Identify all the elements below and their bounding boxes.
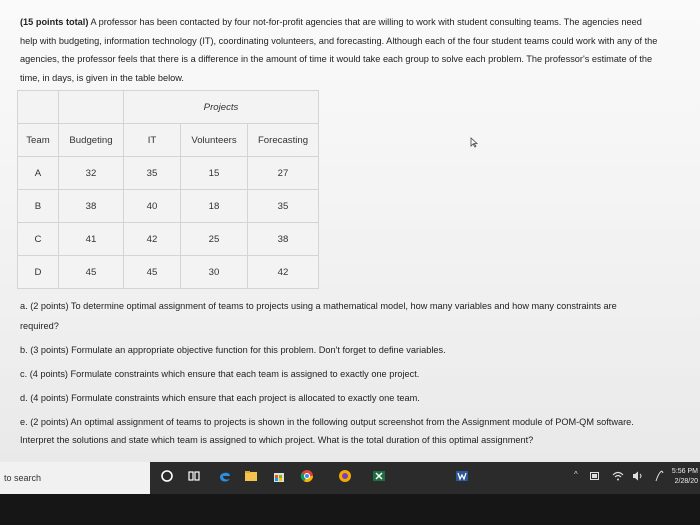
value-cell: 18 (181, 190, 248, 223)
store-icon[interactable] (272, 469, 286, 483)
file-explorer-icon[interactable] (244, 469, 258, 483)
value-cell: 35 (248, 190, 319, 223)
taskbar-search-box[interactable] (0, 462, 150, 494)
app-icon[interactable] (338, 469, 352, 483)
table-row (18, 157, 390, 190)
problem-line-4: time, in days, is given in the table below. (20, 72, 184, 83)
cortana-icon[interactable] (160, 469, 174, 483)
question-d: d. (4 points) Formulate constraints which ensure that each project is allocated to exactly one team. (20, 393, 420, 403)
wifi-icon[interactable] (612, 471, 624, 481)
question-c: c. (4 points) Formulate constraints which ensure that each team is assigned to exactly one project. (20, 369, 420, 379)
value-cell: 30 (181, 256, 248, 289)
team-cell: C (18, 223, 59, 256)
time-table (17, 90, 390, 289)
problem-line-2: help with budgeting, information technology (IT), coordinating volunteers, and forecasting. Although each of the four student teams could work with any of the (20, 35, 658, 46)
value-cell: 42 (124, 223, 181, 256)
column-header: Budgeting (59, 124, 124, 157)
system-clock[interactable] (672, 467, 698, 487)
question-e-line-1: e. (2 points) An optimal assignment of teams to projects is shown in the following output screenshot from the Assignment module of POM-QM software. (20, 417, 634, 427)
team-cell: B (18, 190, 59, 223)
search-text: to search (4, 473, 42, 483)
table-row (18, 190, 390, 223)
chrome-icon[interactable] (300, 469, 314, 483)
problem-line-3: agencies, the professor feels that there is a difference in the amount of time it would take each group to solve each problem. The professor's estimate of the (20, 54, 653, 64)
problem-line-1: A professor has been contacted by four not-for-profit agencies that are willing to work with student consulting teams. The agencies need (88, 17, 642, 27)
clock-time: 5:56 PM (671, 468, 698, 475)
problem-statement (20, 13, 690, 87)
volume-icon[interactable] (632, 471, 644, 481)
excel-icon[interactable] (372, 469, 386, 483)
table-header-row (18, 124, 390, 157)
column-header: Forecasting (248, 124, 319, 157)
taskbar (0, 462, 700, 494)
task-view-icon[interactable] (187, 469, 201, 483)
projects-header: Projects (124, 91, 319, 124)
points-total: (15 points total) (20, 17, 89, 27)
value-cell: 15 (181, 157, 248, 190)
chevron-up-icon[interactable]: ^ (574, 470, 578, 479)
monitor-bezel (0, 494, 700, 525)
table-row (18, 91, 390, 124)
table-row (18, 223, 390, 256)
value-cell: 42 (248, 256, 319, 289)
value-cell: 45 (59, 256, 124, 289)
team-cell: D (18, 256, 59, 289)
value-cell: 45 (124, 256, 181, 289)
column-header: Team (18, 124, 59, 157)
question-e-line-2: Interpret the solutions and state which team is assigned to which project. What is the total duration of this optimal assignment? (20, 435, 534, 445)
edge-browser-icon[interactable] (218, 469, 232, 483)
value-cell: 41 (59, 223, 124, 256)
table-row (18, 256, 390, 289)
pen-icon[interactable] (654, 470, 664, 482)
value-cell: 27 (248, 157, 319, 190)
value-cell: 35 (124, 157, 181, 190)
value-cell: 38 (248, 223, 319, 256)
question-a-line-2: required? (20, 321, 59, 331)
clock-date: 2/28/20 (674, 478, 698, 485)
value-cell: 38 (59, 190, 124, 223)
value-cell: 32 (59, 157, 124, 190)
battery-icon[interactable] (590, 472, 600, 480)
value-cell: 40 (124, 190, 181, 223)
team-cell: A (18, 157, 59, 190)
word-icon[interactable] (455, 469, 469, 483)
question-b: b. (3 points) Formulate an appropriate objective function for this problem. Don't forget to define variables. (20, 345, 446, 355)
column-header: IT (124, 124, 181, 157)
column-header: Volunteers (181, 124, 248, 157)
question-a-line-1: a. (2 points) To determine optimal assignment of teams to projects using a mathematical model, how many variables and how many constraints are (20, 301, 617, 311)
mouse-cursor-icon (470, 137, 479, 148)
value-cell: 25 (181, 223, 248, 256)
